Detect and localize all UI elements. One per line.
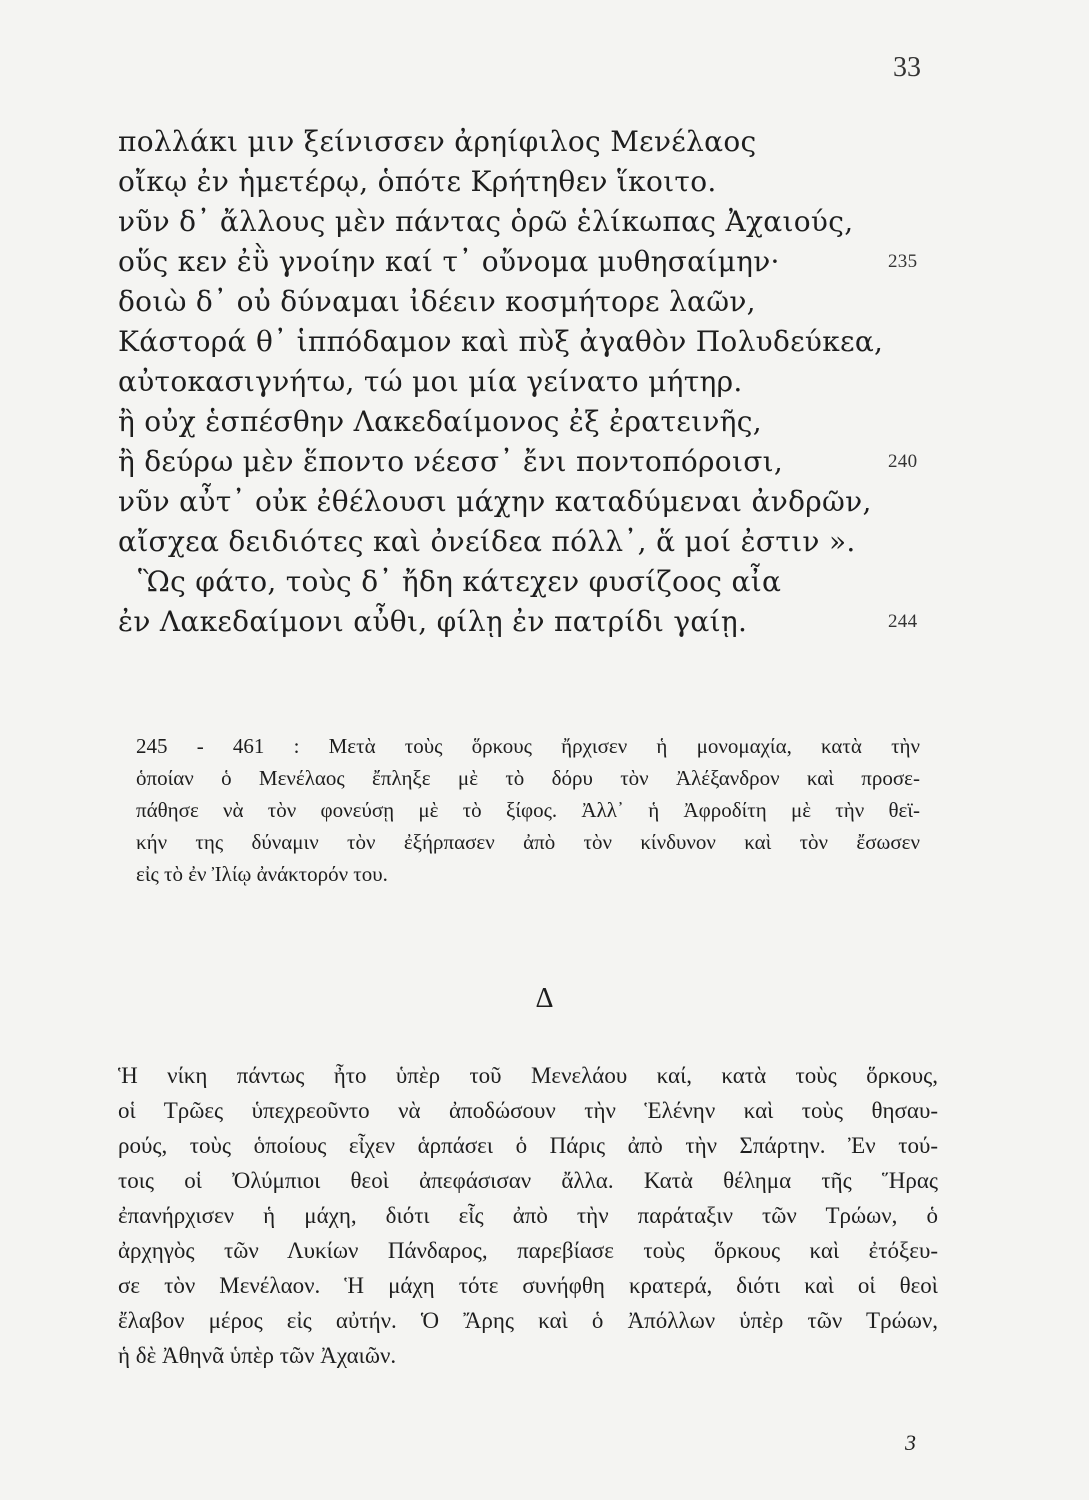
summary-line: ὁποίαν ὁ Μενέλαος ἔπληξε μὲ τὸ δόρυ τὸν Ἀλέξανδρον καὶ προσε- xyxy=(136,766,920,790)
verse-text: οἴκῳ ἐν ἡμετέρῳ, ὁπότε Κρήτηθεν ἵκοιτο. xyxy=(118,165,717,198)
verse-line xyxy=(118,362,918,402)
verse-text: νῦν δ᾽ ἄλλους μὲν πάντας ὁρῶ ἑλίκωπας Ἀχαιούς, xyxy=(118,205,854,238)
verse-text: νῦν αὖτ᾽ οὐκ ἐθέλουσι μάχην καταδύμεναι ἀνδρῶν, xyxy=(118,485,872,518)
verse-line xyxy=(118,202,918,242)
summary-line: πάθησε νὰ τὸν φονεύσῃ μὲ τὸ ξίφος. Ἀλλ᾽ ἡ Ἀφροδίτη μὲ τὴν θεϊ- xyxy=(136,798,920,822)
line-number: 235 xyxy=(888,251,918,272)
verse-line xyxy=(118,442,918,482)
intro-line: ἐπανήρχισεν ἡ μάχη, διότι εἷς ἀπὸ τὴν παράταξιν τῶν Τρώων, ὁ xyxy=(118,1203,938,1228)
page-number: 33 xyxy=(893,52,921,83)
verse-line xyxy=(118,242,918,282)
intro-line: ἀρχηγὸς τῶν Λυκίων Πάνδαρος, παρεβίασε τοὺς ὅρκους καὶ ἐτόξευ- xyxy=(118,1238,938,1263)
intro-line: Ἡ νίκη πάντως ἦτο ὑπὲρ τοῦ Μενελάου καί, κατὰ τοὺς ὅρκους, xyxy=(118,1063,938,1088)
verse-line xyxy=(118,482,918,522)
summary-line: κήν της δύναμιν τὸν ἐξήρπασεν ἀπὸ τὸν κίνδυνον καὶ τὸν ἔσωσεν xyxy=(136,830,920,854)
verse-text: αἴσχεα δειδιότες καὶ ὀνείδεα πόλλ᾽, ἅ μοί ἐστιν ». xyxy=(118,525,856,558)
intro-line: οἱ Τρῶες ὑπεχρεοῦντο νὰ ἀποδώσουν τὴν Ἑλένην καὶ τοὺς θησαυ- xyxy=(118,1098,938,1123)
line-number: 240 xyxy=(888,451,918,472)
summary-paragraph xyxy=(136,730,920,890)
verse-text: πολλάκι μιν ξείνισσεν ἀρηίφιλος Μενέλαος xyxy=(118,125,757,158)
intro-line: τοις οἱ Ὀλύμπιοι θεοὶ ἀπεφάσισαν ἄλλα. Κατὰ θέλημα τῆς Ἥρας xyxy=(118,1168,938,1193)
verse-text: ἐν Λακεδαίμονι αὖθι, φίλῃ ἐν πατρίδι γαίῃ. xyxy=(118,605,748,638)
signature-mark: 3 xyxy=(905,1430,916,1455)
verse-text: δοιὼ δ᾽ οὐ δύναμαι ἰδέειν κοσμήτορε λαῶν, xyxy=(118,285,756,318)
intro-line: ἡ δὲ Ἀθηνᾶ ὑπὲρ τῶν Ἀχαιῶν. xyxy=(118,1343,397,1368)
intro-line: ρούς, τοὺς ὁποίους εἶχεν ἁρπάσει ὁ Πάρις ἀπὸ τὴν Σπάρτην. Ἐν τού- xyxy=(118,1133,938,1158)
intro-paragraph xyxy=(118,1058,938,1373)
verse-line xyxy=(118,162,918,202)
verse-line xyxy=(118,322,918,362)
verse-text: οὕς κεν ἐῢ γνοίην καί τ᾽ οὔνομα μυθησαίμην· xyxy=(118,245,780,278)
verse-line xyxy=(118,602,918,642)
line-number: 244 xyxy=(888,611,918,632)
verse-text: αὐτοκασιγνήτω, τώ μοι μία γείνατο μήτηρ. xyxy=(118,365,743,398)
intro-line: σε τὸν Μενέλαον. Ἡ μάχη τότε συνήφθη κρατερά, διότι καὶ οἱ θεοὶ xyxy=(118,1273,938,1298)
summary-line: 245 - 461 : Μετὰ τοὺς ὅρκους ἤρχισεν ἡ μονομαχία, κατὰ τὴν xyxy=(136,734,920,758)
verse-line xyxy=(118,282,918,322)
verse-block xyxy=(118,122,918,642)
verse-text: ἢ δεύρω μὲν ἕποντο νέεσσ᾽ ἔνι ποντοπόροισι, xyxy=(118,445,784,478)
verse-text: Ὣς φάτο, τοὺς δ᾽ ἤδη κάτεχεν φυσίζοος αἶα xyxy=(138,565,782,598)
intro-line: ἔλαβον μέρος εἰς αὐτήν. Ὁ Ἄρης καὶ ὁ Ἀπόλλων ὑπὲρ τῶν Τρώων, xyxy=(118,1308,938,1333)
section-heading: Δ xyxy=(535,983,554,1014)
verse-line xyxy=(118,522,918,562)
verse-text: ἢ οὐχ ἑσπέσθην Λακεδαίμονος ἐξ ἐρατεινῆς, xyxy=(118,405,762,438)
verse-line xyxy=(118,122,918,162)
verse-text: Κάστορά θ᾽ ἱππόδαμον καὶ πὺξ ἀγαθὸν Πολυδεύκεα, xyxy=(118,325,884,358)
summary-line: εἰς τὸ ἐν Ἰλίῳ ἀνάκτορόν του. xyxy=(136,862,388,886)
verse-line xyxy=(118,402,918,442)
verse-line xyxy=(118,562,918,602)
